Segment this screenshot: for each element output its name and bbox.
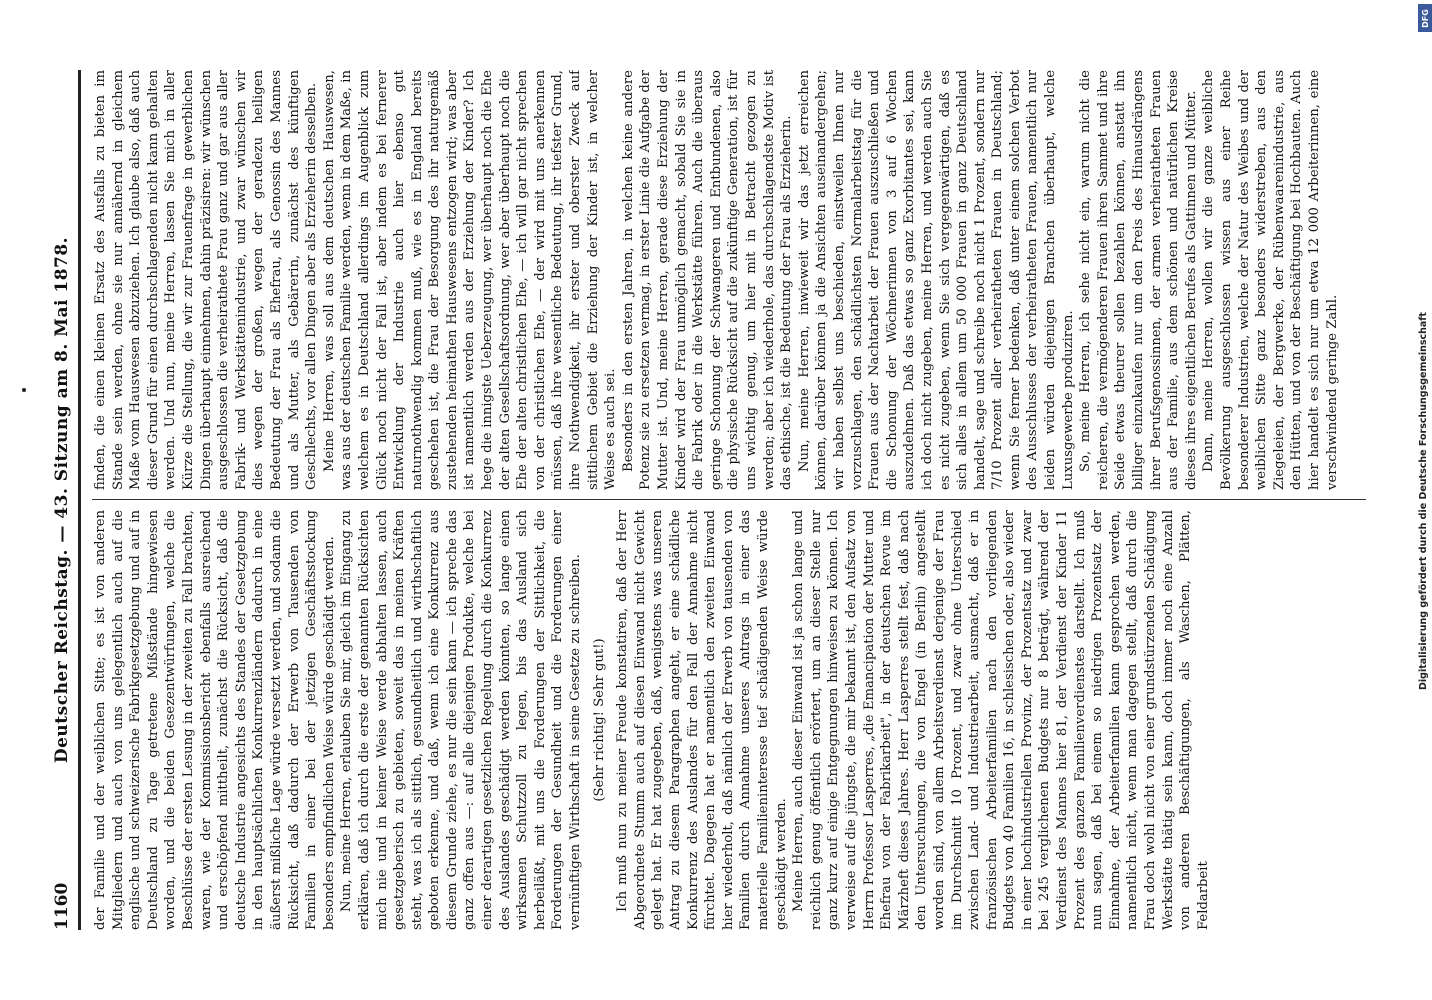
- paragraph: der Familie und der weiblichen Sitte; es ist von anderen Mitgliedern und auch von uns gelegentlich auch auf die englische und schweizerische Fabrikgesetzgebung und auf in Deutschland zu Tage getretene Mißstände hingewiesen worden, und die beiden Gesezentwürfungen, welche die Beschlüsse der ersten Lesung in der zweiten zu Fall brachten, waren, wie der Kommissionsbericht ebenfalls ausreichend und erschöpfend mittheilt, zunächst die Rücksicht, daß die deutsche Industrie angesichts des Standes der Gesetzgebung in den hauptsächlichen Konkurrenzländern dadurch in eine äußerst mißliche Lage würde versetzt werden, und sodann die Rücksicht, daß dadurch der Erwerb von Tausenden von Familien in einer bei der jetzigen Geschäftsstockung besonders empfindlichen Weise würde geschädigt werden.: [93, 510, 337, 930]
- rotated-page: [30, 30, 1400, 970]
- page-header: [46, 70, 81, 930]
- paragraph: Besonders in den ersten Jahren, in welchen keine andere Potenz sie zu ersetzen vermag, in erster Linie die Aufgabe der Mutter ist. Und, meine Herren, gerade diese Erziehung der Kinder wird der Frau unmöglich gemacht, sobald Sie sie in die Fabrik oder in die Werkstätte führen. Auch die überaus geringe Schonung der Schwangeren und Entbundenen, also die physische Rücksicht auf die zukünftige Generation, ist für uns wichtig genug, um hier mit in Betracht gezogen zu werden; aber ich wiederhole, das durchschlagendste Motiv ist das ethische, ist die Bedeutung der Frau als Erzieherin.: [620, 70, 795, 490]
- scan-speck: [22, 388, 26, 392]
- column-right: [92, 70, 1370, 490]
- paragraph: Nun, meine Herren, erlauben Sie mir, gleich im Eingang zu erklären, daß ich durch die erste der genannten Rücksichten mich nie und in keiner Weise werde abhalten lassen, auch gesetzgeberisch zu gebieten, soweit das in meinen Kräften steht, was ich als sittlich, gesundheitlich und wirthschaftlich geboten erkenne, und daß, wenn ich eine Konkurrenz aus diesem Grunde ziehe, es nur die sein kann — ich spreche das ganz offen aus —: auf alle diejenigen Produkte, welche bei einer derartigen gesetzlichen Regelung durch die Konkurrenz des Auslandes geschädigt werden könnten, so lange einen wirksamen Schutzzoll zu legen, bis das Ausland sich herbeiläßt, mit uns die Forderungen der Sittlichkeit, die Forderungen der Gesundheit und die Forderungen einer vernünftigen Wirthschaft in seine Gesetze zu schreiben.: [339, 510, 584, 930]
- paragraph: So, meine Herren, ich sehe nicht ein, warum nicht die reicheren, die vermögenderen Frauen ihren Sammet und ihre Seide etwas theurer sollen bezahlen können, anstatt ihn billiger einzukaufen nur um den Preis des Hinausdrängens ihrer Berufsgenossinnen, der armen verheiratheten Frauen aus der Familie, aus dem schönen und natürlichen Kreise dieses ihres eigentlichen Berufes als Gattinnen und Mütter.: [1078, 70, 1199, 490]
- column-divider: [92, 499, 1366, 500]
- paragraph: (Sehr richtig! Sehr gut!): [591, 638, 607, 802]
- column-left: [92, 510, 1370, 930]
- page-title: Deutscher Reichstag. — 43. Sitzung am 8. Mai 1878.: [52, 236, 72, 764]
- paragraph: Meine Herren, auch dieser Einwand ist ja schon lange und reichlich genug öffentlich erörtert, um an dieser Stelle nur ganz kurz auf einige Entgegnungen hinweisen zu können. Ich verweise auf die jüngste, die mir bekannt ist, den Aufsatz von Herrn Professor Lasperres, „die Emancipation der Mutter und Ehefrau von der Fabrikarbeit", in der deutschen Revue im Märzheft dieses Jahres. Herr Lasperres stellt fest, daß nach den Untersuchungen, die von Engel (in Berlin) angestellt worden sind, von allem Arbeitsverdienst derjenige der Frau im Durchschnitt 10 Prozent, und zwar ohne Unterschied zwischen Land- und Industriearbeit, ausmacht, daß er in französischen Arbeiterfamilien nach den vorliegenden Budgets von 40 Familien 16, in schlesischen oder, also wieder in einer hochindustriellen Provinz, der Prozentsatz und zwar bei 245 verglichenen Budgets nur 8 beträgt, während der Verdienst des Mannes hier 81, der Verdienst der Kinder 11 Prozent des ganzen Familienverdienstes darstellt. Ich muß nun sagen, daß bei einem so niedrigen Prozentsatz der Einnahme, der Arbeiterfamilien kann gesprochen werden, namentlich nicht, wenn man dagegen stellt, daß durch die Frau doch wohl nicht von einer grundstürzenden Schädigung Werkstätte thätig sein kann, doch immer noch eine Anzahl von anderen Beschäftigungen, als Waschen, Plätten, Feldarbeit: [791, 510, 1211, 930]
- paragraph: Ich muß nun zu meiner Freude konstatiren, daß der Herr Abgeordnete Stumm auch auf diesen Einwand nicht Gewicht gelegt hat. Er hat zugegeben, daß, wenigstens was unseren Antrag zu diesem Paragraphen angeht, er eine schädliche Konkurrenz des Auslandes für den Fall der Annahme nicht fürchtet. Dagegen hat er namentlich den zweiten Einwand hier wiederholt, daß nämlich der Erwerb von tausenden von Familien durch Annahme unseres Antrags in einer das materielle Familieninteresse tief schädigenden Weise würde geschädigt werden.: [615, 510, 789, 930]
- paragraph: Nun, meine Herren, inwieweit wir das jetzt erreichen können, darüber können ja die Ansichten auseinandergehen; wir haben selbst uns beschieden, einstweilen Ihnen nur vorzuschlagen, den schädlichsten Normalarbeitstag für die Frauen aus der Nachtarbeit der Frauen auszuschließen und die Schonung der Wöchnerinnen von 3 auf 6 Wochen auszudehnen. Daß das etwas so ganz Exorbitantes sei, kann ich doch nicht zugeben, meine Herren, und werden auch Sie es nicht zugeben, wenn Sie sich vergegenwärtigen, daß es sich alles in allem um 50 000 Frauen in ganz Deutschland handelt, sage und schreibe noch nicht 1 Prozent, sondern nur 7/10 Prozent aller verheiratheten Frauen in Deutschland; wenn Sie ferner bedenken, daß unter einem solchen Verbot des Ausschlusses der verheiratheten Frauen, namentlich nur leiden würden diejenigen Branchen überhaupt, welche Luxusgewerbe produziren.: [796, 70, 1076, 490]
- paragraph: Dann, meine Herren, wollen wir die ganze weibliche Bevölkerung ausgeschlossen wissen aus einer Reihe besonderer Industrien, welche der Natur des Weibes und der weiblichen Sitte ganz besonders widerstreben, aus den Ziegeleien, der Bergwerke, der Rübenwaarenindustrie, aus den Hütten, und von der Beschäftigung bei Hochbauten. Auch hier handelt es sich nur um etwa 12 000 Arbeiterinnen, eine verschwindend geringe Zahl.: [1201, 70, 1340, 490]
- paragraph: finden, die einen kleinen Ersatz des Ausfalls zu bieten im Stande sein werden, ohne sie nur annähernd in gleichem Maße vom Hauswesen abzuziehen. Ich glaube also, daß auch dieser Grund für einen durchschlagenden nicht kann gehalten werden. Und nun, meine Herren, lassen Sie mich in aller Kürze die Stellung, die wir zur Frauenfrage in gewerblichen Dingen überhaupt einnehmen, dahin präzisiren: wir wünschen ausgeschlossen die verheirathete Frau ganz und gar aus aller Fabrik- und Werkstättenindustrie, und zwar wünschen wir dies wegen der großen, wegen der geradezu heiligen Bedeutung der Frau als Ehefrau, als Genossin des Mannes und als Mutter, als Gebärerin, zunächst des künftigen Geschlechts, vor allen Dingen aber als Erzieherin desselben.: [93, 70, 320, 490]
- dfg-logo: DFG: [1418, 4, 1432, 32]
- page-number: 1160: [52, 882, 72, 930]
- digitization-credit: Digitalisierung gefördert durch die Deutsche Forschungsgemeinschaft: [1418, 312, 1429, 690]
- header-rule: [78, 70, 80, 930]
- paragraph: Meine Herren, was soll aus dem deutschen Hauswesen, was aus der deutschen Familie werden, wenn in dem Maße, in welchem es in Deutschland allerdings im Augenblick zum Glück noch nicht der Fall ist, aber indem es bei fernerer Entwicklung der Industrie auch hier ebenso gut naturnothwendig kommen muß, wie es in England bereits geschehen ist, die Frau der Besorgung des ihr naturgemäß zustehenden heimathen Hauswesens entzogen wird; was aber ist namentlich werden aus der Erziehung der Kinder? Ich hege die innigste Ueberzeugung, wer überhaupt noch die Ehe der alten Gesellschaftsordnung, wer aber überhaupt noch die Ehe der alten christlichen Ehe, — ich will gar nicht sprechen von der christlichen Ehe, — der wird mit uns anerkennen müssen, daß ihre wesentliche Bedeutung, ihr tiefster Grund, ihre Nothwendigkeit, ihr erster und oberster Zweck auf sittlichem Gebiet die Erziehung der Kinder ist, in welcher Weise es auch sei.: [321, 70, 619, 490]
